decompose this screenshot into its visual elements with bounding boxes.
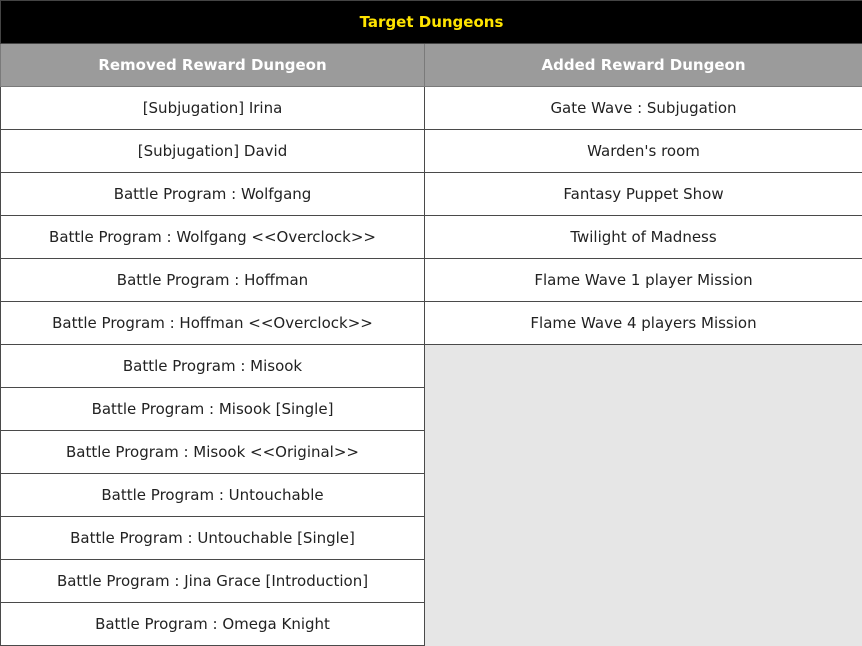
column-header-added: Added Reward Dungeon: [425, 44, 862, 87]
table-row: [1, 302, 862, 345]
added-dungeon-cell: Flame Wave 1 player Mission: [425, 259, 862, 302]
removed-dungeon-cell: Battle Program : Omega Knight: [1, 603, 425, 646]
table-row: [1, 345, 862, 388]
added-dungeon-cell: Flame Wave 4 players Mission: [425, 302, 862, 345]
removed-dungeon-cell: Battle Program : Jina Grace [Introduction]: [1, 560, 425, 603]
table-title: Target Dungeons: [1, 1, 862, 44]
removed-dungeon-cell: Battle Program : Wolfgang <<Overclock>>: [1, 216, 425, 259]
removed-dungeon-cell: Battle Program : Hoffman: [1, 259, 425, 302]
removed-dungeon-cell: Battle Program : Wolfgang: [1, 173, 425, 216]
removed-dungeon-cell: Battle Program : Misook [Single]: [1, 388, 425, 431]
removed-dungeon-cell: Battle Program : Hoffman <<Overclock>>: [1, 302, 425, 345]
added-dungeon-cell: Fantasy Puppet Show: [425, 173, 862, 216]
removed-dungeon-cell: Battle Program : Untouchable: [1, 474, 425, 517]
added-dungeon-cell: Gate Wave : Subjugation: [425, 87, 862, 130]
removed-dungeon-cell: Battle Program : Misook: [1, 345, 425, 388]
table-header-row: [1, 44, 862, 87]
column-header-removed: Removed Reward Dungeon: [1, 44, 425, 87]
removed-dungeon-cell: [Subjugation] David: [1, 130, 425, 173]
empty-added-area: [425, 345, 862, 646]
added-dungeon-cell: Twilight of Madness: [425, 216, 862, 259]
table-row: [1, 87, 862, 130]
table-title-row: [1, 1, 862, 44]
table-row: [1, 173, 862, 216]
removed-dungeon-cell: Battle Program : Untouchable [Single]: [1, 517, 425, 560]
table-row: [1, 216, 862, 259]
table-row: [1, 130, 862, 173]
removed-dungeon-cell: Battle Program : Misook <<Original>>: [1, 431, 425, 474]
table-row: [1, 259, 862, 302]
removed-dungeon-cell: [Subjugation] Irina: [1, 87, 425, 130]
added-dungeon-cell: Warden's room: [425, 130, 862, 173]
